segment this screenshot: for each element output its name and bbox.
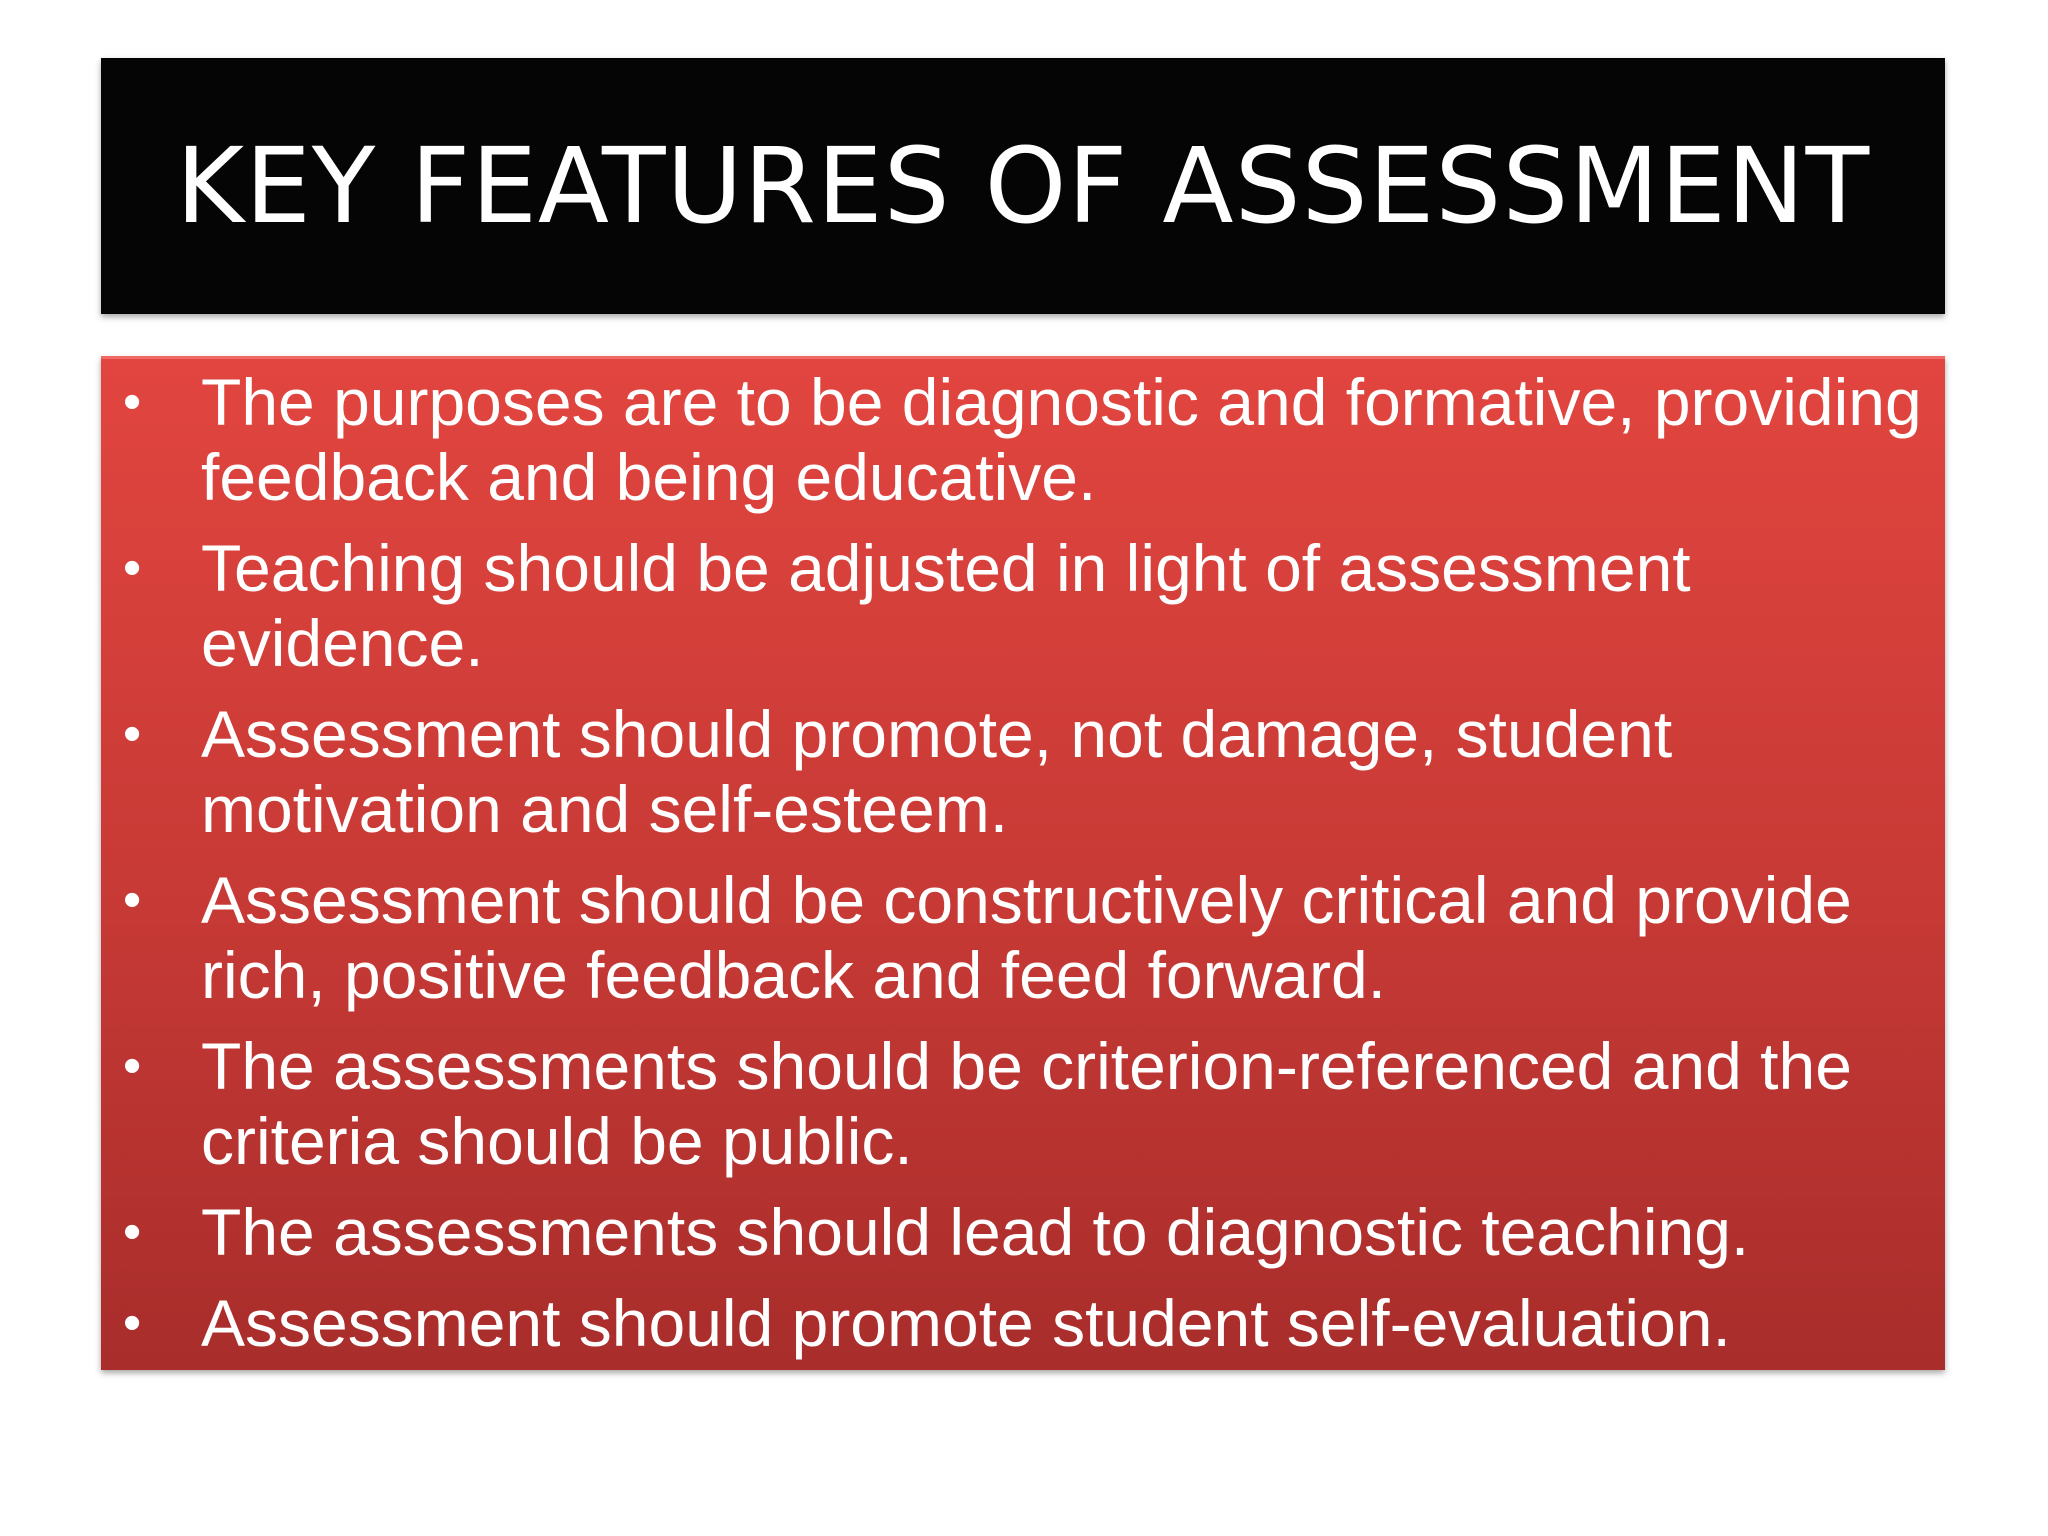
bullet-dot-icon: • bbox=[123, 539, 142, 597]
bullet-text: The assessments should be criterion-referenced and the criteria should be public. bbox=[201, 1029, 1852, 1178]
slide-content-panel bbox=[101, 356, 1945, 1370]
bullet-text: Assessment should promote student self-evaluation. bbox=[201, 1286, 1731, 1360]
bullet-text: The purposes are to be diagnostic and formative, providing feedback and being educative. bbox=[201, 365, 1922, 514]
slide-title: KEY FEATURES OF ASSESSMENT bbox=[175, 125, 1871, 247]
bullet-text: Assessment should be constructively critical and provide rich, positive feedback and feed forward. bbox=[201, 863, 1852, 1012]
bullet-item bbox=[101, 531, 1945, 681]
bullet-item bbox=[101, 863, 1945, 1013]
bullet-dot-icon: • bbox=[123, 1037, 142, 1095]
bullet-item bbox=[101, 1029, 1945, 1179]
slide-title-banner bbox=[101, 58, 1945, 314]
bullet-text: The assessments should lead to diagnostic teaching. bbox=[201, 1195, 1750, 1269]
bullet-dot-icon: • bbox=[123, 373, 142, 431]
bullet-item bbox=[101, 1286, 1945, 1361]
bullet-item bbox=[101, 697, 1945, 847]
bullet-item bbox=[101, 1195, 1945, 1270]
bullet-text: Assessment should promote, not damage, student motivation and self-esteem. bbox=[201, 697, 1673, 846]
bullet-dot-icon: • bbox=[123, 871, 142, 929]
bullet-dot-icon: • bbox=[123, 1203, 142, 1261]
bullet-item bbox=[101, 365, 1945, 515]
bullet-list bbox=[101, 359, 1945, 1361]
bullet-dot-icon: • bbox=[123, 1294, 142, 1352]
bullet-dot-icon: • bbox=[123, 705, 142, 763]
bullet-text: Teaching should be adjusted in light of assessment evidence. bbox=[201, 531, 1691, 680]
